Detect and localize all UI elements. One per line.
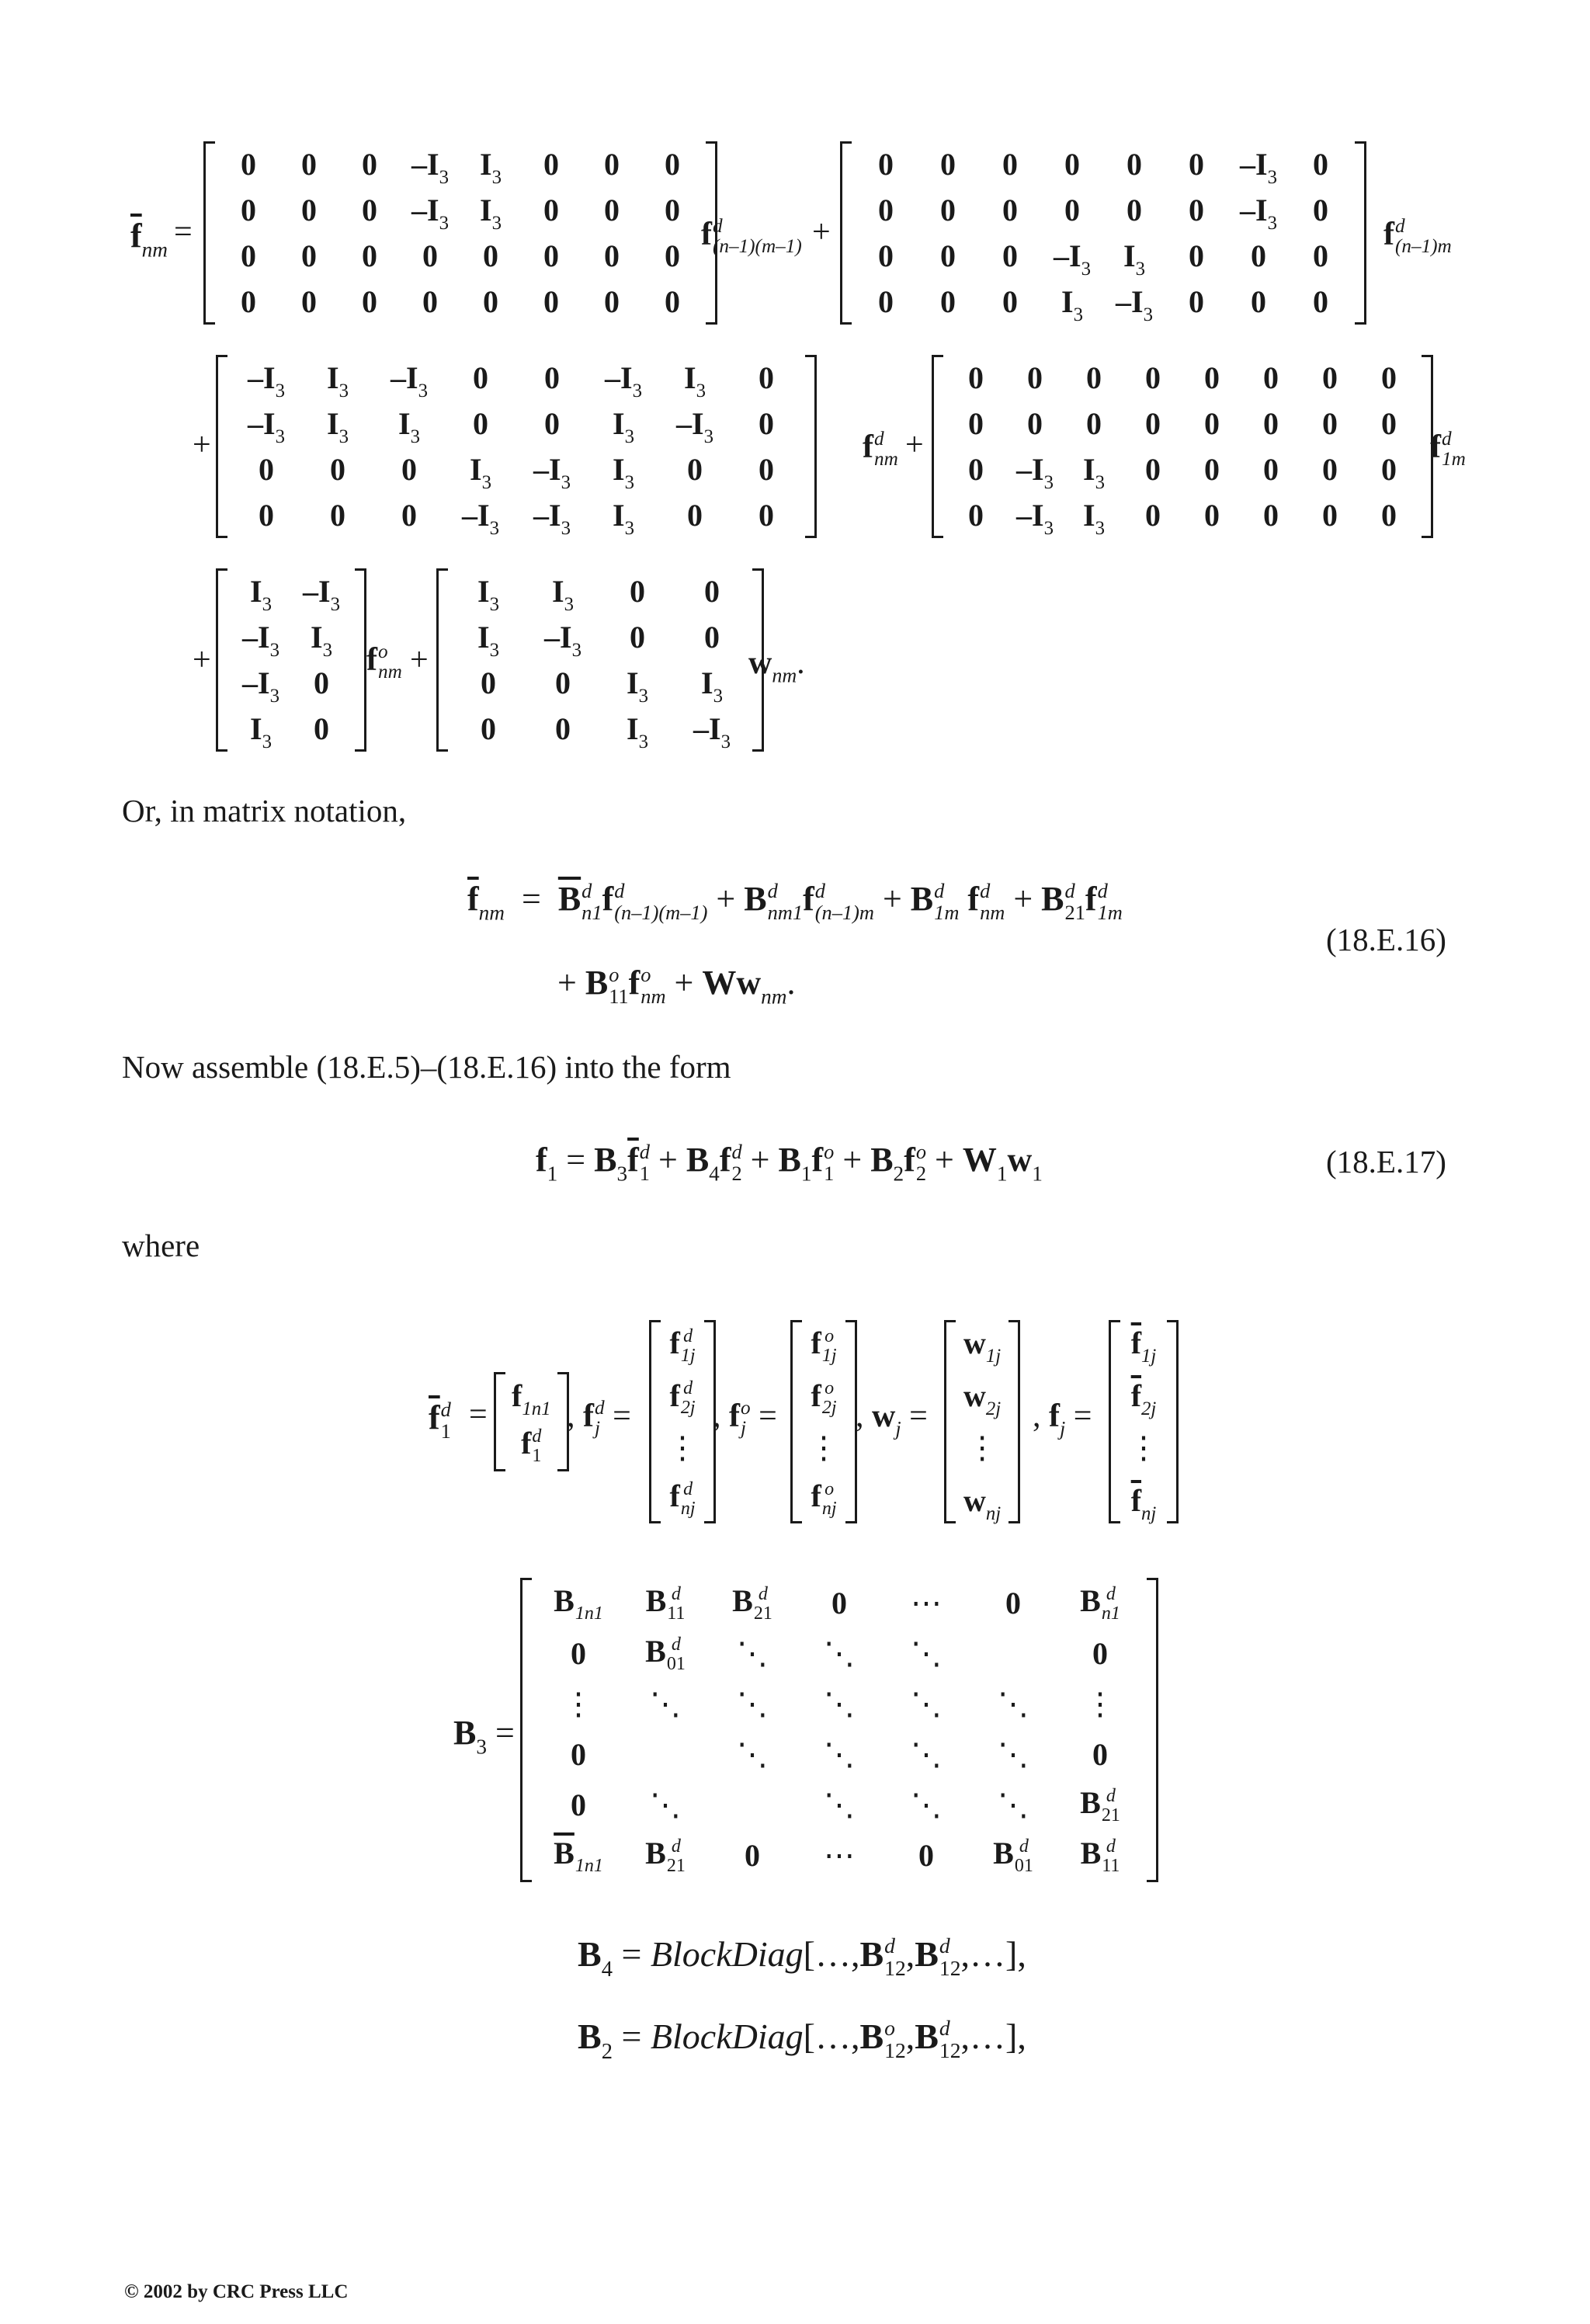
b3-cell: 0 <box>918 1838 934 1873</box>
m5-cell: $I_3$ <box>250 711 272 753</box>
m4-cell: 0 <box>968 498 984 533</box>
m2-cell: 0 <box>1313 193 1328 228</box>
m4-cell: 0 <box>1381 360 1397 395</box>
m4-cell: 0 <box>968 406 984 441</box>
m1-cell: 0 <box>604 147 620 182</box>
m3-cell: 0 <box>330 452 345 487</box>
m2-cell: 0 <box>1313 238 1328 273</box>
m2-cell: 0 <box>1189 238 1204 273</box>
m1-cell: 0 <box>543 284 559 319</box>
m6-cell: $I_3$ <box>701 665 723 707</box>
vector-fjd: f d 1j f d 2j ⋮ f d nj <box>649 1320 716 1523</box>
m6-cell: 0 <box>555 711 571 746</box>
copyright-footer: © 2002 by CRC Press LLC <box>124 2281 349 2302</box>
m1-cell: 0 <box>665 147 680 182</box>
m2-cell: 0 <box>1189 193 1204 228</box>
b3-cell: B d 21 <box>1080 1785 1120 1826</box>
m4-cell: 0 <box>1263 406 1279 441</box>
m4-cell: 0 <box>1322 360 1338 395</box>
m3-cell: 0 <box>259 452 274 487</box>
prose-where: where <box>122 1228 200 1263</box>
f-d-n1m1-label: f d (n–1)(m–1) <box>701 215 802 258</box>
vector-fjo: f o 1j f o 2j ⋮ f o nj <box>790 1320 857 1523</box>
m1-cell: 0 <box>483 238 498 273</box>
m1-cell: 0 <box>665 238 680 273</box>
m2-cell: 0 <box>1189 284 1204 319</box>
m2-cell: $-I_3$ <box>1116 284 1153 326</box>
b3-cell: B d 21 <box>645 1836 686 1876</box>
w-nm-label: $w_{nm}$. <box>748 645 805 687</box>
m2-cell: 0 <box>1064 193 1080 228</box>
matrix-2 <box>840 141 1366 325</box>
b3-cell: B 1n1 <box>554 1583 603 1624</box>
matrix-b3 <box>520 1578 1158 1882</box>
m1-cell: 0 <box>422 284 438 319</box>
m4-cell: 0 <box>1322 498 1338 533</box>
plus-sign: + <box>193 427 211 463</box>
m4-cell: 0 <box>1381 498 1397 533</box>
m3-cell: 0 <box>259 498 274 533</box>
m3-cell: 0 <box>687 498 703 533</box>
m5-cell: $-I_3$ <box>303 574 340 616</box>
m4-cell: 0 <box>1027 406 1043 441</box>
m2-cell: 0 <box>1251 284 1266 319</box>
b3-cell: 0 <box>571 1787 586 1822</box>
m4-cell: 0 <box>1204 406 1220 441</box>
m2-cell: 0 <box>940 147 956 182</box>
m4-cell: 0 <box>1027 360 1043 395</box>
m1-cell: 0 <box>241 193 256 228</box>
m3-cell: 0 <box>401 452 417 487</box>
m1-cell: 0 <box>665 193 680 228</box>
m3-cell: 0 <box>759 406 774 441</box>
m2-cell: 0 <box>1002 193 1018 228</box>
m3-cell: $-I_3$ <box>605 360 642 402</box>
plus-sign: + <box>812 214 831 250</box>
m4-cell: 0 <box>1086 406 1102 441</box>
b3-cell: ⋱ <box>998 1687 1029 1721</box>
m4-cell: 0 <box>1204 498 1220 533</box>
m5-cell: 0 <box>314 665 329 700</box>
m6-cell: $I_3$ <box>477 574 499 616</box>
m1-cell: 0 <box>543 147 559 182</box>
m6-cell: 0 <box>704 620 720 655</box>
m5-cell: 0 <box>314 711 329 746</box>
fbar-nm-label: $\overline{f}_{nm}$ <box>130 217 168 262</box>
matrix-5 <box>216 568 366 752</box>
m1-cell: $-I_3$ <box>411 193 449 234</box>
m3-cell: $-I_3$ <box>248 360 285 402</box>
blockdiag-text: BlockDiag <box>650 1934 804 1974</box>
m4-cell: 0 <box>1263 360 1279 395</box>
equals-sign: = <box>174 214 193 250</box>
b3-cell: B d n1 <box>1080 1583 1120 1624</box>
b3-cell: ⋱ <box>824 1687 855 1721</box>
b3-cell: ⋯ <box>911 1586 942 1621</box>
prose-now-assemble: Now assemble (18.E.5)–(18.E.16) into the form <box>122 1049 731 1085</box>
b3-cell: ⋮ <box>563 1687 594 1721</box>
fjd-label: , f d j = <box>567 1397 631 1440</box>
m1-cell: 0 <box>422 238 438 273</box>
m4-cell: $I_3$ <box>1083 498 1105 540</box>
fjo-label: , f o j = <box>713 1397 777 1440</box>
m6-cell: $I_3$ <box>627 711 648 753</box>
m1-cell: 0 <box>241 238 256 273</box>
m2-cell: 0 <box>1002 147 1018 182</box>
m5-cell: $-I_3$ <box>242 665 279 707</box>
m6-cell: 0 <box>630 620 645 655</box>
m1-cell: 0 <box>241 147 256 182</box>
equation-18-E-17: $f_1 = B_3\overline{f}$ d 1 + $B_4f$ d 2 + $B_1f$ o 1 + $B_2f$ o 2 + $W_1w_1$ <box>536 1140 1043 1186</box>
matrix-3 <box>216 355 817 538</box>
b3-cell: B d 01 <box>993 1836 1033 1876</box>
m2-cell: 0 <box>1002 238 1018 273</box>
m3-cell: 0 <box>401 498 417 533</box>
b3-cell: 0 <box>745 1838 760 1873</box>
wj-label: , $w_j$ = <box>856 1398 928 1440</box>
matrix-6 <box>436 568 764 752</box>
f-o-nm-label: f o nm <box>366 641 402 683</box>
m4-cell: 0 <box>1204 452 1220 487</box>
equals-sign: = <box>469 1397 488 1433</box>
m1-cell: 0 <box>543 193 559 228</box>
m3-cell: 0 <box>544 360 560 395</box>
b3-cell: ⋱ <box>824 1636 855 1671</box>
m6-cell: $-I_3$ <box>544 620 581 662</box>
b3-cell: ⋮ <box>1085 1687 1116 1721</box>
m2-cell: 0 <box>1251 238 1266 273</box>
m6-cell: $I_3$ <box>477 620 499 662</box>
m2-cell: 0 <box>1189 147 1204 182</box>
m3-cell: $I_3$ <box>398 406 420 448</box>
b3-cell: B d 01 <box>645 1634 686 1674</box>
m4-cell: $-I_3$ <box>1016 498 1054 540</box>
m3-cell: 0 <box>473 406 488 441</box>
b3-cell: 0 <box>571 1636 586 1671</box>
b3-cell: 0 <box>831 1586 847 1621</box>
m4-cell: $-I_3$ <box>1016 452 1054 494</box>
m1-cell: 0 <box>483 284 498 319</box>
b3-cell: B d 21 <box>732 1583 772 1624</box>
m2-cell: 0 <box>878 284 894 319</box>
b3-cell: ⋱ <box>911 1787 942 1822</box>
equation-number-18-E-17: (18.E.17) <box>1326 1144 1446 1179</box>
m1-cell: 0 <box>604 193 620 228</box>
m6-cell: 0 <box>481 665 496 700</box>
m2-cell: $-I_3$ <box>1240 193 1277 234</box>
m1-cell: $-I_3$ <box>411 147 449 189</box>
blockdiag-text: BlockDiag <box>650 2017 804 2056</box>
matrix-4 <box>932 355 1433 538</box>
m2-cell: 0 <box>940 284 956 319</box>
m6-cell: 0 <box>555 665 571 700</box>
b3-cell: B d 11 <box>1080 1836 1120 1876</box>
m6-cell: $I_3$ <box>552 574 574 616</box>
m1-cell: 0 <box>362 193 377 228</box>
b3-cell: ⋱ <box>824 1787 855 1822</box>
m4-cell: 0 <box>1263 452 1279 487</box>
f-d-n1m-label: f d (n–1)m <box>1383 215 1452 258</box>
m3-cell: $I_3$ <box>470 452 491 494</box>
b3-cell: ⋱ <box>998 1737 1029 1772</box>
vector-fj: $\overline{f}_{1j}$ $\overline{f}_{2j}$ ⋮ $\overline{f}_{nj}$ <box>1109 1320 1179 1523</box>
b3-cell: ⋱ <box>911 1687 942 1721</box>
m4-cell: 0 <box>1322 452 1338 487</box>
prose-or-matrix-notation: Or, in matrix notation, <box>122 793 407 829</box>
b3-cell: ⋱ <box>998 1787 1029 1822</box>
vector-wj: $w_{1j}$ $w_{2j}$ ⋮ $w_{nj}$ <box>944 1320 1020 1523</box>
m3-cell: $I_3$ <box>684 360 706 402</box>
b3-cell: ⋯ <box>824 1838 855 1873</box>
m6-cell: 0 <box>704 574 720 609</box>
m3-cell: $I_3$ <box>613 452 634 494</box>
b3-cell: ⋱ <box>737 1687 768 1721</box>
m3-cell: $I_3$ <box>613 498 634 540</box>
m5-cell: $-I_3$ <box>242 620 279 662</box>
plus-sign: + <box>410 642 429 678</box>
plus-sign: + <box>905 427 924 463</box>
b3-cell: 0 <box>1005 1586 1021 1621</box>
m2-cell: $I_3$ <box>1061 284 1083 326</box>
m1-cell: 0 <box>362 238 377 273</box>
m1-cell: 0 <box>301 238 317 273</box>
equation-number-18-E-16: (18.E.16) <box>1326 922 1446 957</box>
m2-cell: 0 <box>1002 284 1018 319</box>
m3-cell: 0 <box>687 452 703 487</box>
m5-cell: $I_3$ <box>311 620 332 662</box>
m4-cell: 0 <box>1145 406 1161 441</box>
f-d-nm-label: f d nm <box>863 428 898 471</box>
vector-fbar1d: $f_{1n1}$ f d 1 <box>494 1372 569 1471</box>
m3-cell: $-I_3$ <box>248 406 285 448</box>
m1-cell: 0 <box>665 284 680 319</box>
m2-cell: 0 <box>878 238 894 273</box>
m3-cell: 0 <box>759 498 774 533</box>
b3-cell: ⋱ <box>911 1636 942 1671</box>
m6-cell: 0 <box>481 711 496 746</box>
equation-18-E-16-line1: $\overline{f}_{nm} = \overline{B}$ d n1 f d (n–1)(m–1) + B d nm1 f d (n–1)m + B d 1m f d nm + B d 21 f d 1m <box>467 879 1123 925</box>
m4-cell: 0 <box>1322 406 1338 441</box>
m2-cell: $-I_3$ <box>1054 238 1091 280</box>
b3-cell: ⋱ <box>650 1787 681 1822</box>
m4-cell: 0 <box>1263 498 1279 533</box>
b3-cell: 0 <box>1092 1737 1108 1772</box>
m2-cell: 0 <box>1127 193 1142 228</box>
equation-18-E-16-line2: + B o 11 f o nm + $Ww_{nm}$. <box>557 963 796 1009</box>
m3-cell: $I_3$ <box>327 360 349 402</box>
m2-cell: 0 <box>1313 147 1328 182</box>
f-d-1m-label: f d 1m <box>1430 428 1466 471</box>
fj-label: , $f_j$ = <box>1033 1398 1092 1440</box>
m3-cell: $I_3$ <box>327 406 349 448</box>
m4-cell: 0 <box>1086 360 1102 395</box>
m2-cell: 0 <box>1313 284 1328 319</box>
b2-definition: $B_2$ = BlockDiag[…,B o 12 ,B d 12 ,…], <box>578 2016 1026 2064</box>
b3-label: $B_3$ = <box>453 1714 515 1759</box>
m2-cell: 0 <box>1127 147 1142 182</box>
b3-cell: ⋱ <box>824 1737 855 1772</box>
b3-cell: 0 <box>571 1737 586 1772</box>
b3-cell: ⋱ <box>737 1737 768 1772</box>
m2-cell: 0 <box>878 193 894 228</box>
m1-cell: $I_3$ <box>480 193 502 234</box>
fbar-1-d-label: $\overline{f}$ d 1 <box>429 1398 451 1443</box>
m1-cell: 0 <box>241 284 256 319</box>
m3-cell: $-I_3$ <box>533 452 571 494</box>
b3-cell: ⋱ <box>911 1737 942 1772</box>
m1-cell: 0 <box>604 238 620 273</box>
m4-cell: 0 <box>1145 452 1161 487</box>
m3-cell: $-I_3$ <box>533 498 571 540</box>
m1-cell: 0 <box>301 284 317 319</box>
m3-cell: $-I_3$ <box>462 498 499 540</box>
m1-cell: 0 <box>543 238 559 273</box>
m1-cell: $I_3$ <box>480 147 502 189</box>
m3-cell: 0 <box>473 360 488 395</box>
b4-definition: $B_4$ = BlockDiag[…,B d 12 ,B d 12 ,…], <box>578 1933 1026 1982</box>
m4-cell: 0 <box>968 452 984 487</box>
m1-cell: 0 <box>362 284 377 319</box>
m2-cell: 0 <box>940 193 956 228</box>
m2-cell: $-I_3$ <box>1240 147 1277 189</box>
m2-cell: 0 <box>878 147 894 182</box>
m4-cell: 0 <box>968 360 984 395</box>
m2-cell: 0 <box>1064 147 1080 182</box>
m5-cell: $I_3$ <box>250 574 272 616</box>
m1-cell: 0 <box>301 147 317 182</box>
m6-cell: 0 <box>630 574 645 609</box>
b3-cell: B d 11 <box>645 1583 686 1624</box>
b3-cell: $\overline{B}$ 1n1 <box>554 1836 603 1876</box>
m3-cell: 0 <box>330 498 345 533</box>
m3-cell: $I_3$ <box>613 406 634 448</box>
b3-cell: ⋱ <box>650 1687 681 1721</box>
m1-cell: 0 <box>301 193 317 228</box>
m2-cell: $I_3$ <box>1123 238 1145 280</box>
b3-cell: ⋱ <box>737 1636 768 1671</box>
m4-cell: 0 <box>1145 498 1161 533</box>
m2-cell: 0 <box>940 238 956 273</box>
m4-cell: 0 <box>1145 360 1161 395</box>
m3-cell: 0 <box>544 406 560 441</box>
m1-cell: 0 <box>362 147 377 182</box>
plus-sign: + <box>193 642 211 678</box>
m3-cell: 0 <box>759 360 774 395</box>
m1-cell: 0 <box>604 284 620 319</box>
m4-cell: 0 <box>1381 452 1397 487</box>
m4-cell: $I_3$ <box>1083 452 1105 494</box>
m3-cell: $-I_3$ <box>391 360 428 402</box>
m4-cell: 0 <box>1381 406 1397 441</box>
matrix-1 <box>203 141 717 325</box>
m6-cell: $I_3$ <box>627 665 648 707</box>
m4-cell: 0 <box>1204 360 1220 395</box>
m3-cell: $-I_3$ <box>676 406 713 448</box>
m3-cell: 0 <box>759 452 774 487</box>
b3-cell: 0 <box>1092 1636 1108 1671</box>
m6-cell: $-I_3$ <box>693 711 731 753</box>
